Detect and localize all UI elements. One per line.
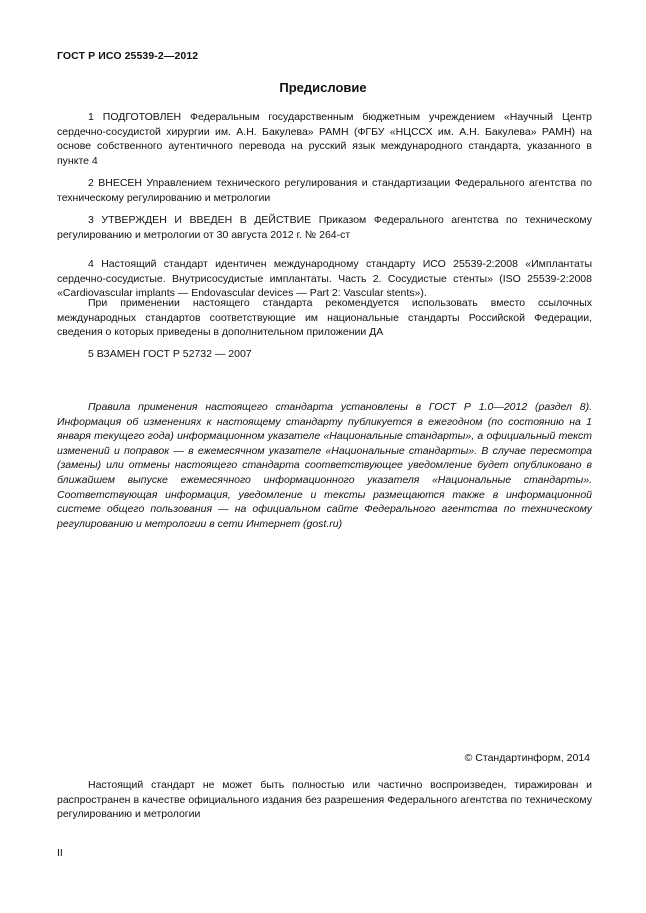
foreword-item-submitted: 2 ВНЕСЕН Управлением технического регулирования и стандартизации Федерального агентства по техническому регулированию и метрологии [57, 177, 592, 204]
foreword-item-references: При применении настоящего стандарта рекомендуется использовать вместо ссылочных международных стандартов соответствующие им национальные стандарты Российской Федерации, сведения о которых приведены в дополнительном приложении ДА [57, 297, 592, 339]
document-code: ГОСТ Р ИСО 25539-2—2012 [57, 50, 199, 62]
foreword-item-approved: 3 УТВЕРЖДЕН И ВВЕДЕН В ДЕЙСТВИЕ Приказом Федерального агентства по техническому регулированию и метрологии от 30 августа 2012 г. № 264-ст [57, 214, 592, 241]
application-rules-notice: Правила применения настоящего стандарта установлены в ГОСТ Р 1.0—2012 (раздел 8). Информация об изменениях к настоящему стандарту публикуется в ежегодном (по состоянию на 1 января текущего года) информационном указателе «Национальные стандарты», а официальный текст изменений и поправок — в ежемесячном указателе «Национальные стандарты». В случае пересмотра (замены) или отмены настоящего стандарта соответствующее уведомление будет опубликовано в ближайшем выпуске ежемесячного информационного указателя «Национальные стандарты». Соответствующая информация, уведомление и тексты размещаются также в информационной системе общего пользования — на официальном сайте Федерального агентства по техническому регулированию и метрологии в сети Интернет (gost.ru) [57, 401, 592, 530]
reproduction-notice: Настоящий стандарт не может быть полностью или частично воспроизведен, тиражирован и распространен в качестве официального издания без разрешения Федерального агентства по техническому регулированию и метрологии [57, 779, 592, 821]
foreword-title: Предисловие [279, 80, 367, 95]
foreword-item-prepared: 1 ПОДГОТОВЛЕН Федеральным государственным бюджетным учреждением «Научный Центр сердечно-сосудистой хирургии им. А.Н. Бакулева» РАМН (ФГБУ «НЦССХ им. А.Н. Бакулева» РАМН) на основе собственного аутентичного перевода на русский язык международного стандарта, указанного в пункте 4 [57, 111, 592, 167]
foreword-item-identical: 4 Настоящий стандарт идентичен международному стандарту ИСО 25539-2:2008 «Имплантаты сердечно-сосудистые. Внутрисосудистые имплантаты. Часть 2. Сосудистые стенты» (ISO 25539-2:2008 «Cardiovascular implants — Endovascular devices — Part 2: Vascular stents»). [57, 258, 592, 300]
page-number: II [57, 847, 63, 859]
copyright-line: © Стандартинформ, 2014 [464, 752, 590, 764]
foreword-item-replaces: 5 ВЗАМЕН ГОСТ Р 52732 — 2007 [88, 348, 252, 360]
